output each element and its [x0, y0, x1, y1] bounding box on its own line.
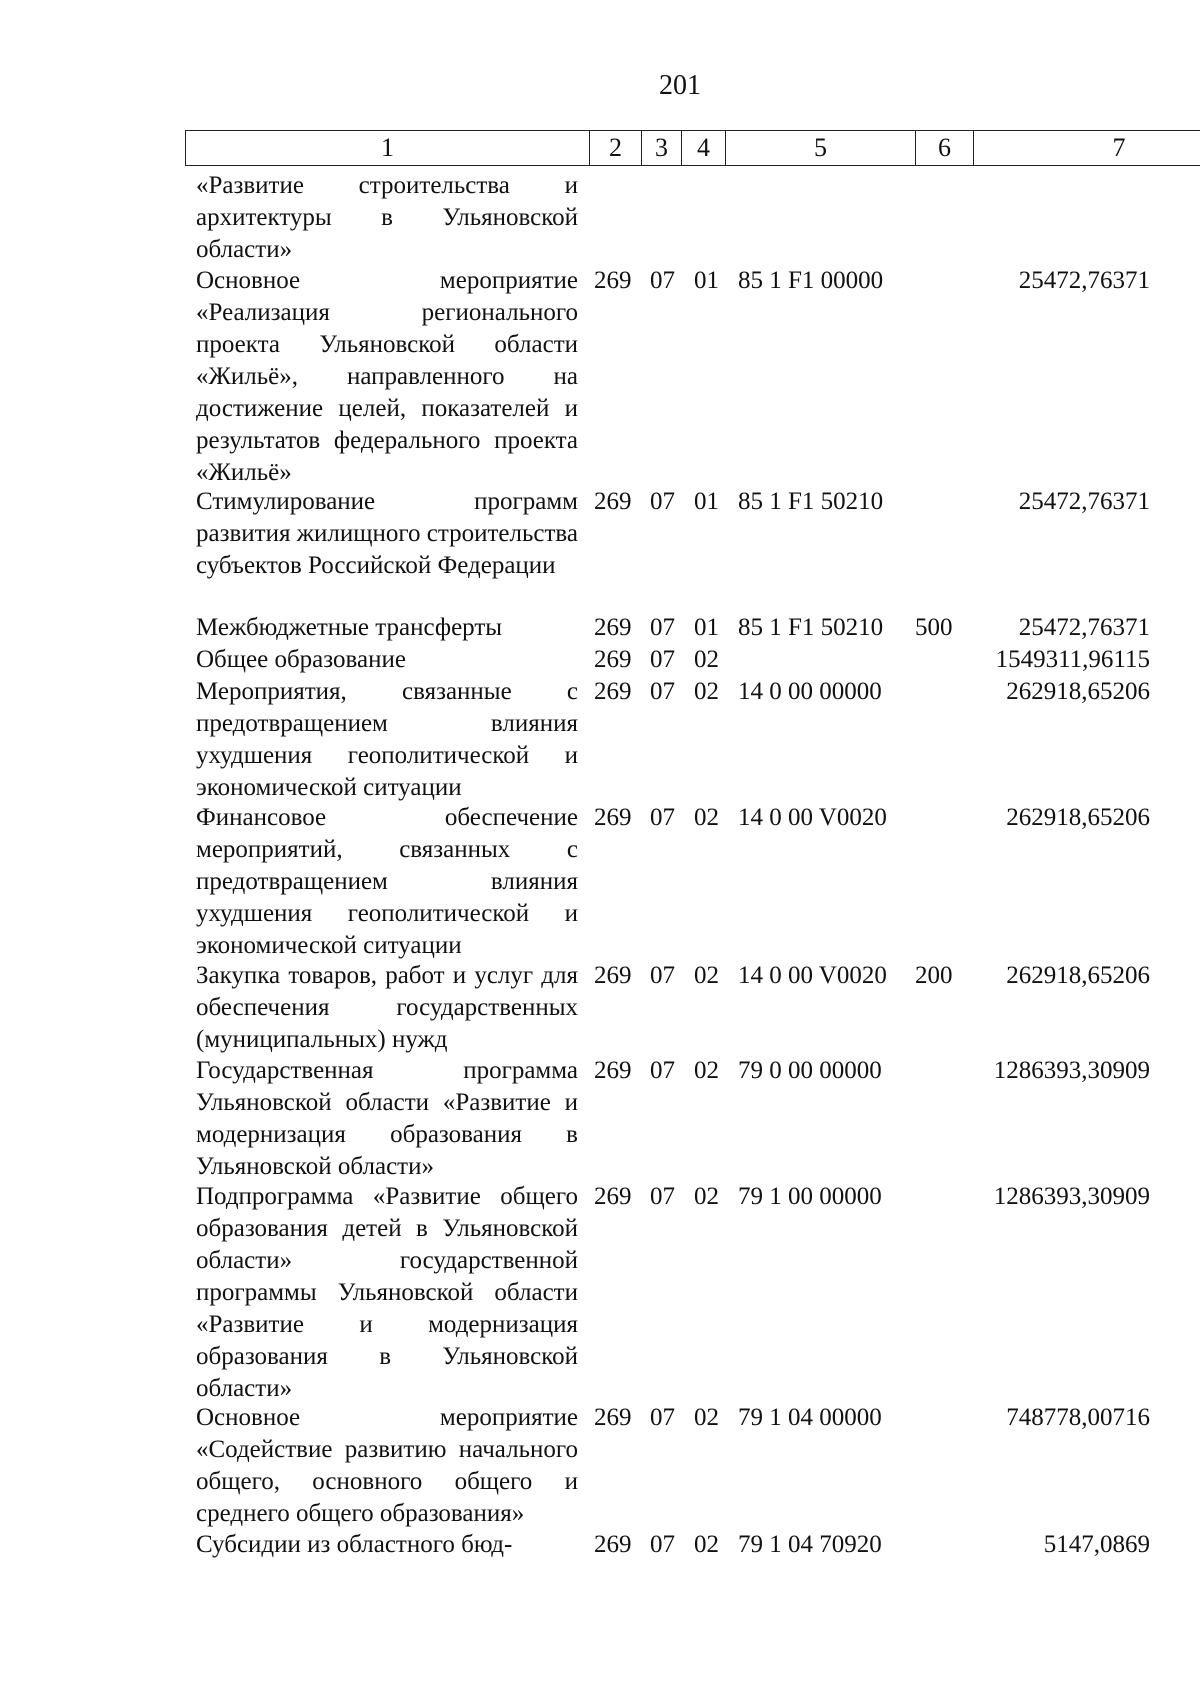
table-row: [0, 612, 1200, 644]
row-name: Субсидии из областного бюд-: [196, 1530, 513, 1558]
table-row: [0, 1181, 1200, 1402]
row-col-4: 02: [694, 677, 719, 705]
row-col-2: 269: [594, 266, 632, 294]
row-col-2: 269: [594, 1530, 632, 1558]
row-col-2: 269: [594, 961, 632, 989]
header-col-2: 2: [590, 131, 642, 165]
row-col-5: 85 1 F1 50210: [738, 487, 884, 515]
row-col-5: 79 1 04 70920: [738, 1530, 882, 1558]
row-col-7: 1286393,30909: [993, 1056, 1150, 1084]
row-col-5: 14 0 00 00000: [738, 677, 882, 705]
table-row: [0, 265, 1200, 486]
row-col-2: 269: [594, 1183, 632, 1211]
row-col-4: 02: [694, 803, 719, 831]
row-col-5: 14 0 00 V0020: [738, 803, 887, 831]
row-col-3: 07: [650, 1056, 675, 1084]
header-col-5: 5: [726, 131, 916, 165]
row-name: Подпрограмма «Развитие общего образования детей в Ульяновской области» государственной программы Ульяновской области «Развитие и модернизация образования в Ульяновской области»: [196, 1183, 578, 1403]
header-col-3: 3: [642, 131, 682, 165]
row-name: «Развитие строительства и архитектуры в Ульяновской области»: [196, 172, 578, 263]
page-number: 201: [659, 70, 701, 101]
table-body: [0, 170, 1200, 1560]
row-col-3: 07: [650, 645, 675, 673]
row-name: Закупка товаров, работ и услуг для обеспечения государственных (муниципальных) нужд: [196, 961, 578, 1053]
table-row: [0, 676, 1200, 802]
row-col-5: 79 1 00 00000: [738, 1183, 882, 1211]
row-name: Государственная программа Ульяновской области «Развитие и модернизация образования в Ульяновской области»: [196, 1056, 578, 1180]
row-name: Межбюджетные трансферты: [196, 614, 503, 642]
row-col-3: 07: [650, 266, 675, 294]
row-col-5: 14 0 00 V0020: [738, 961, 887, 989]
row-col-7: 25472,76371: [1018, 266, 1150, 294]
table-row: [0, 1529, 1200, 1561]
row-col-4: 02: [694, 645, 719, 673]
row-col-3: 07: [650, 487, 675, 515]
row-col-7: 262918,65206: [1006, 677, 1150, 705]
row-name: Мероприятия, связанные с предотвращением влияния ухудшения геополитической и экономической ситуации: [196, 677, 578, 801]
table-row: [0, 1402, 1200, 1528]
row-col-7: 748778,00716: [1006, 1404, 1150, 1432]
row-col-4: 01: [694, 487, 719, 515]
row-col-4: 02: [694, 1404, 719, 1432]
table-row: [0, 170, 1200, 265]
row-col-4: 02: [694, 1056, 719, 1084]
row-col-3: 07: [650, 961, 675, 989]
header-col-4: 4: [682, 131, 726, 165]
row-name: Основное мероприятие «Реализация регионального проекта Ульяновской области «Жильё», направленного на достижение целей, показателей и результатов федерального проекта «Жильё»: [196, 266, 578, 486]
row-col-5: 79 0 00 00000: [738, 1056, 882, 1084]
row-col-7: 1549311,96115: [995, 645, 1150, 673]
row-col-2: 269: [594, 1404, 632, 1432]
row-col-2: 269: [594, 487, 632, 515]
row-name: Общее образование: [196, 645, 406, 673]
row-col-7: 25472,76371: [1018, 614, 1150, 642]
row-col-3: 07: [650, 1404, 675, 1432]
row-col-2: 269: [594, 803, 632, 831]
row-col-3: 07: [650, 1530, 675, 1558]
row-col-3: 07: [650, 803, 675, 831]
row-col-7: 262918,65206: [1006, 803, 1150, 831]
header-col-7: 7: [1112, 133, 1126, 162]
header-col-1: 1: [186, 131, 590, 165]
row-col-7: 25472,76371: [1018, 487, 1150, 515]
row-col-4: 01: [694, 614, 719, 642]
row-col-3: 07: [650, 677, 675, 705]
row-col-7: 5147,0869: [1043, 1530, 1150, 1558]
row-col-5: 85 1 F1 50210: [738, 614, 884, 642]
table-header: [185, 130, 1200, 166]
row-col-4: 02: [694, 1530, 719, 1558]
table-row: [0, 802, 1200, 960]
row-name: Основное мероприятие «Содействие развитию начального общего, основного общего и среднего общего образования»: [196, 1404, 578, 1528]
row-col-2: 269: [594, 614, 632, 642]
row-name: Стимулирование программ развития жилищного строительства субъектов Российской Федерации: [196, 487, 578, 579]
table-row: [0, 960, 1200, 1055]
row-col-6: 500: [915, 614, 953, 642]
row-col-3: 07: [650, 1183, 675, 1211]
row-col-4: 02: [694, 1183, 719, 1211]
row-col-4: 01: [694, 266, 719, 294]
table-row: [0, 1055, 1200, 1181]
row-name: Финансовое обеспечение мероприятий, связанных с предотвращением влияния ухудшения геополитической и экономической ситуации: [196, 803, 578, 959]
row-col-2: 269: [594, 1056, 632, 1084]
row-col-6: 200: [915, 961, 953, 989]
table-row: [0, 644, 1200, 676]
row-col-7: 1286393,30909: [993, 1183, 1150, 1211]
row-col-2: 269: [594, 677, 632, 705]
row-col-4: 02: [694, 961, 719, 989]
table-row: [0, 486, 1200, 612]
header-col-6: 6: [916, 131, 974, 165]
row-col-7: 262918,65206: [1006, 961, 1150, 989]
row-col-3: 07: [650, 614, 675, 642]
row-col-2: 269: [594, 645, 632, 673]
row-col-5: 85 1 F1 00000: [738, 266, 884, 294]
row-col-5: 79 1 04 00000: [738, 1404, 882, 1432]
